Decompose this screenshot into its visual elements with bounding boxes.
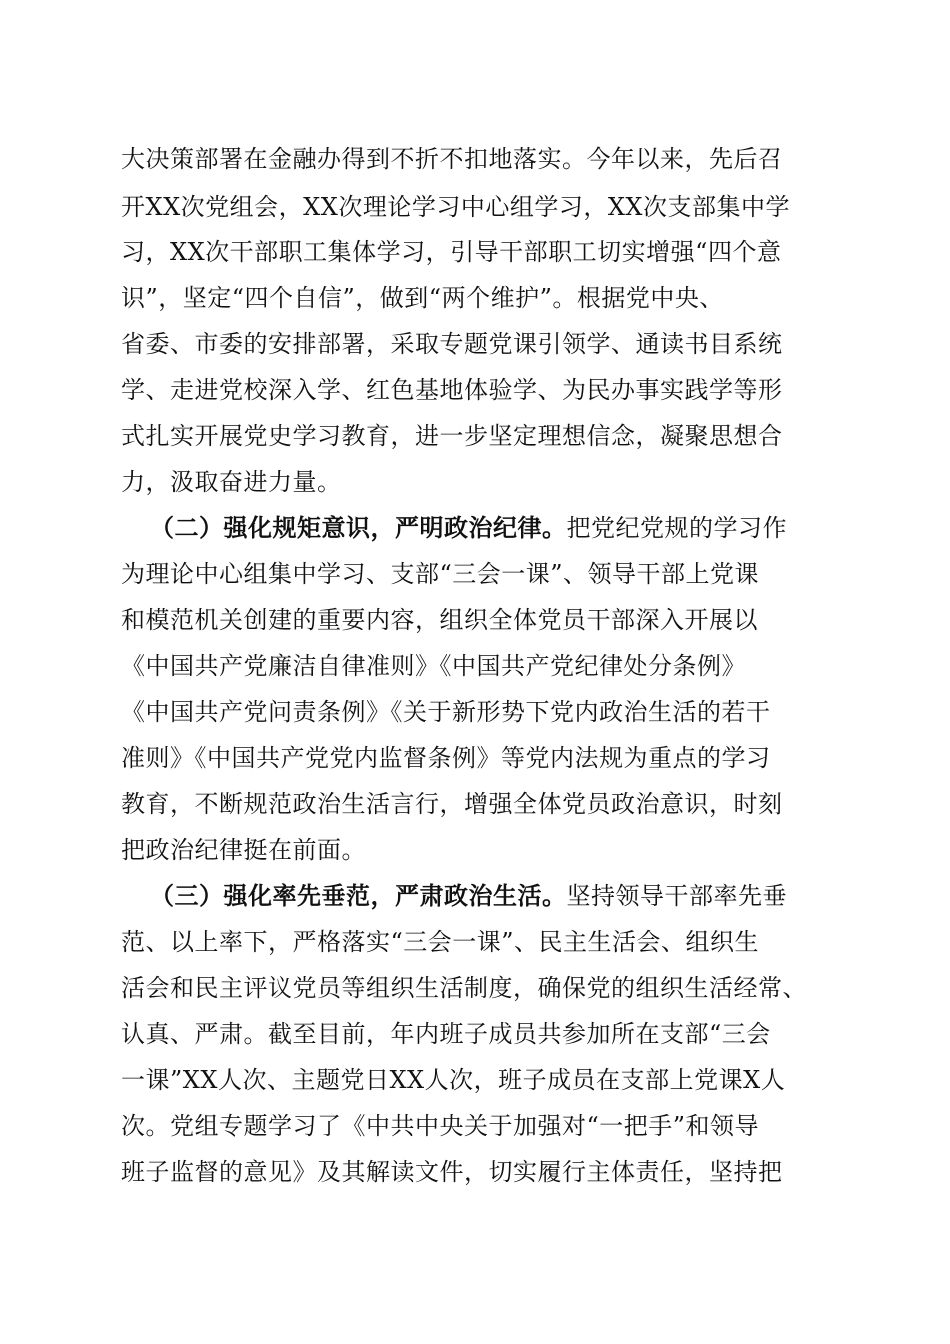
text-line: 班子监督的意见》及其解读文件，切实履行主体责任，坚持把 <box>121 1158 783 1186</box>
text-line: 识”，坚定“四个自信”，做到“两个维护”。根据党中央、 <box>121 284 724 312</box>
text-line: 把政治纪律挺在前面。 <box>121 836 366 864</box>
text-line <box>150 506 835 550</box>
text-line: 活会和民主评议党员等组织生活制度，确保党的组织生活经常、 <box>121 974 807 1002</box>
text-line: 为理论中心组集中学习、支部“三会一课”、领导干部上党课 <box>121 560 760 588</box>
section-heading: （三）强化率先垂范，严肃政治生活。 <box>150 881 567 910</box>
text-line: 《中国共产党问责条例》《关于新形势下党内政治生活的若干 <box>121 698 771 726</box>
text-line: 准则》《中国共产党党内监督条例》等党内法规为重点的学习 <box>121 744 771 772</box>
text-run: 坚持领导干部率先垂 <box>566 882 787 910</box>
section-heading: （二）强化规矩意识，严明政治纪律。 <box>150 513 567 542</box>
text-line: 省委、市委的安排部署，采取专题党课引领学、通读书目系统 <box>121 330 783 358</box>
text-line: 大决策部署在金融办得到不折不扣地落实。今年以来，先后召 <box>121 145 783 173</box>
text-line: 《中国共产党廉洁自律准则》《中国共产党纪律处分条例》 <box>121 652 746 680</box>
text-line: 力，汲取奋进力量。 <box>121 468 342 496</box>
text-line: 开XX次党组会，XX次理论学习中心组学习，XX次支部集中学 <box>121 193 791 221</box>
text-line: 式扎实开展党史学习教育，进一步坚定理想信念，凝聚思想合 <box>121 422 783 450</box>
text-line: 一课”XX人次、主题党日XX人次，班子成员在支部上党课X人 <box>121 1066 786 1094</box>
text-line: 次。党组专题学习了《中共中央关于加强对“一把手”和领导 <box>121 1112 760 1140</box>
text-line: 教育，不断规范政治生活言行，增强全体党员政治意识，时刻 <box>121 790 783 818</box>
text-line <box>150 874 835 918</box>
text-run: 把党纪党规的学习作 <box>566 514 787 542</box>
text-line: 认真、严肃。截至目前，年内班子成员共参加所在支部“三会 <box>121 1020 771 1048</box>
text-line: 学、走进党校深入学、红色基地体验学、为民办事实践学等形 <box>121 376 783 404</box>
text-line: 和模范机关创建的重要内容，组织全体党员干部深入开展以 <box>121 606 758 634</box>
text-line: 习，XX次干部职工集体学习，引导干部职工切实增强“四个意 <box>121 238 782 266</box>
text-line: 范、以上率下，严格落实“三会一课”、民主生活会、组织生 <box>121 928 760 956</box>
